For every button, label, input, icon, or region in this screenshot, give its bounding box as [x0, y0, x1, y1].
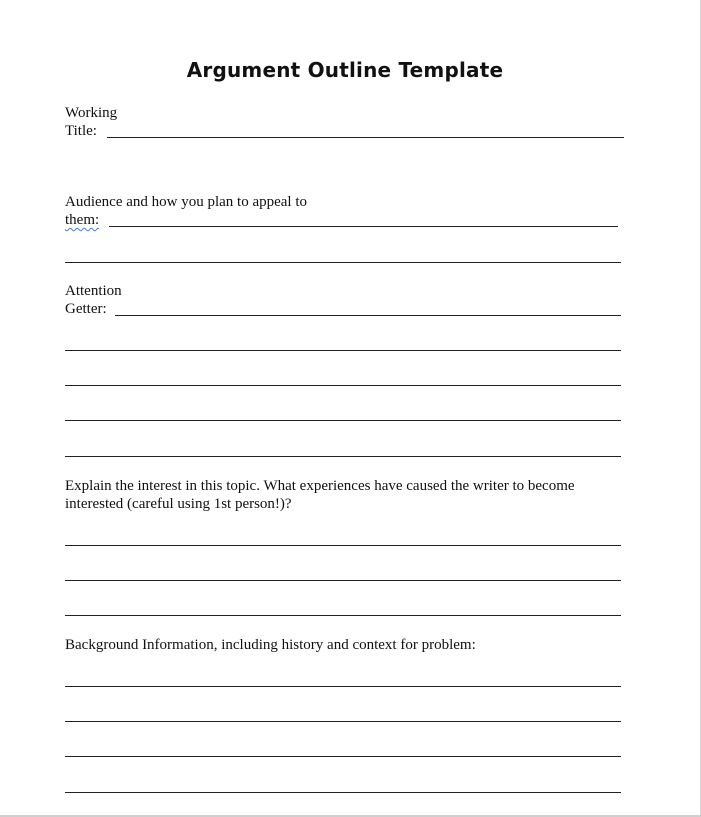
background-answer-line-3[interactable]: [65, 756, 621, 757]
interest-prompt: Explain the interest in this topic. What experiences have caused the writer to become interested (careful using 1st person!)?: [65, 478, 575, 512]
attention-getter-label-line1: Attention: [65, 283, 122, 299]
attention-getter-answer-line-2[interactable]: [65, 350, 621, 351]
background-answer-line-1[interactable]: [65, 686, 621, 687]
background-answer-line-4[interactable]: [65, 792, 621, 793]
audience-answer-line-1[interactable]: [109, 226, 618, 227]
background-prompt: Background Information, including history and context for problem:: [65, 637, 476, 653]
interest-answer-line-3[interactable]: [65, 615, 621, 616]
audience-label-line2: them:: [65, 212, 100, 228]
attention-getter-answer-line-4[interactable]: [65, 420, 621, 421]
audience-label-line1: Audience and how you plan to appeal to: [65, 194, 308, 210]
working-title-label-line1: Working: [65, 105, 118, 121]
document-title: Argument Outline Template: [186, 58, 504, 82]
background-answer-line-2[interactable]: [65, 721, 621, 722]
attention-getter-answer-line-5[interactable]: [65, 456, 621, 457]
attention-getter-label-line2: Getter:: [65, 301, 107, 317]
audience-answer-line-2[interactable]: [65, 262, 621, 263]
working-title-label-line2: Title:: [65, 123, 97, 139]
working-title-answer-line[interactable]: [107, 137, 624, 138]
interest-answer-line-2[interactable]: [65, 580, 621, 581]
attention-getter-answer-line-1[interactable]: [115, 315, 621, 316]
attention-getter-answer-line-3[interactable]: [65, 385, 621, 386]
interest-answer-line-1[interactable]: [65, 545, 621, 546]
